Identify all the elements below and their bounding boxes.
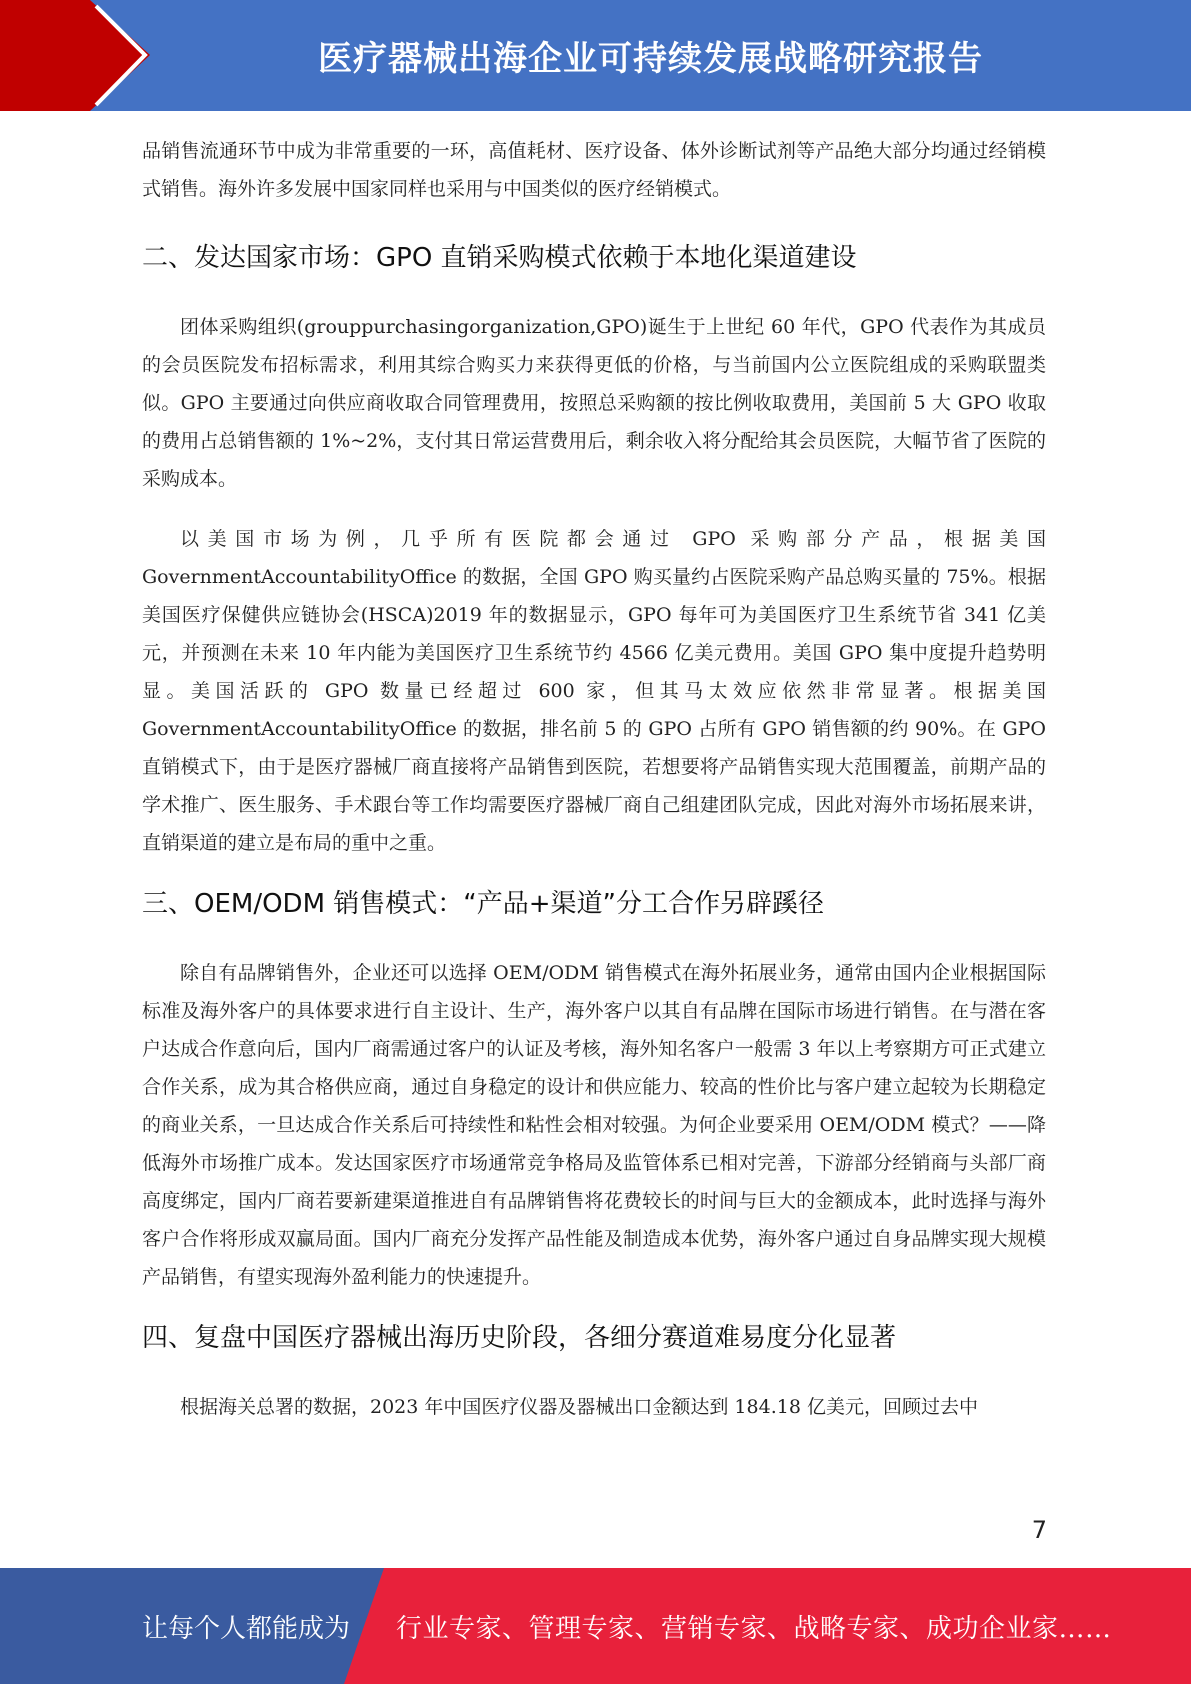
footer-band	[0, 1568, 1191, 1684]
paragraph-export-data: 根据海关总署的数据，2023 年中国医疗仪器及器械出口金额达到 184.18 亿美元，回顾过去中	[180, 1396, 978, 1418]
paragraph-gpo-intro: 团体采购组织(grouppurchasingorganization,GPO)诞生于上世纪 60 年代，GPO 代表作为其成员的会员医院发布招标需求，利用其综合购买力来获得更低的价格，与当前国内公立医院组成的采购联盟类似。GPO 主要通过向供应商收取合同管理费用，按照总采购额的按比例收取费用，美国前 5 大 GPO 收取的费用占总销售额的 1%~2%，支付其日常运营费用后，剩余收入将分配给其会员医院，大幅节省了医院的采购成本。	[142, 316, 1046, 490]
page-number: 7	[1031, 1516, 1047, 1544]
section-heading-4: 四、复盘中国医疗器械出海历史阶段，各细分赛道难易度分化显著	[142, 1323, 897, 1353]
section-heading-2: 二、发达国家市场：GPO 直销采购模式依赖于本地化渠道建设	[142, 243, 857, 273]
footer-slogan-left: 让每个人都能成为	[142, 1613, 351, 1644]
section-heading-3: 三、OEM/ODM 销售模式：“产品+渠道”分工合作另辟蹊径	[142, 889, 824, 919]
report-title: 医疗器械出海企业可持续发展战略研究报告	[318, 39, 983, 79]
paragraph-oem-odm: 除自有品牌销售外，企业还可以选择 OEM/ODM 销售模式在海外拓展业务，通常由国内企业根据国际标准及海外客户的具体要求进行自主设计、生产，海外客户以其自有品牌在国际市场进行销售。在与潜在客户达成合作意向后，国内厂商需通过客户的认证及考核，海外知名客户一般需 3 年以上考察期方可正式建立合作关系，成为其合格供应商，通过自身稳定的设计和供应能力、较高的性价比与客户建立起较为长期稳定的商业关系，一旦达成合作关系后可持续性和粘性会相对较强。为何企业要采用 OEM/ODM 模式？——降低海外市场推广成本。发达国家医疗市场通常竞争格局及监管体系已相对完善，下游部分经销商与头部厂商高度绑定，国内厂商若要新建渠道推进自有品牌销售将花费较长的时间与巨大的金额成本，此时选择与海外客户合作将形成双赢局面。国内厂商充分发挥产品性能及制造成本优势，海外客户通过自身品牌实现大规模产品销售，有望实现海外盈利能力的快速提升。	[142, 962, 1046, 1288]
footer-slogan-right: 行业专家、管理专家、营销专家、战略专家、成功企业家……	[396, 1613, 1112, 1644]
header-arrow-decoration	[0, 0, 150, 111]
paragraph-us-market: 以美国市场为例，几乎所有医院都会通过 GPO 采购部分产品，根据美国 GovernmentAccountabilityOffice 的数据，全国 GPO 购买量约占医院采购产品总购买量的 75%。根据美国医疗保健供应链协会(HSCA)2019 年的数据显示，GPO 每年可为美国医疗卫生系统节省 341 亿美元，并预测在未来 10 年内能为美国医疗卫生系统节约 4566 亿美元费用。美国 GPO 集中度提升趋势明显。美国活跃的 GPO 数量已经超过 600 家，但其马太效应依然非常显著。根据美国 GovernmentAccountabilityOffice 的数据，排名前 5 的 GPO 占所有 GPO 销售额的约 90%。在 GPO 直销模式下，由于是医疗器械厂商直接将产品销售到医院，若想要将产品销售实现大范围覆盖，前期产品的学术推广、医生服务、手术跟台等工作均需要医疗器械厂商自己组建团队完成，因此对海外市场拓展来讲，直销渠道的建立是布局的重中之重。	[142, 528, 1046, 854]
header-band	[0, 0, 1191, 111]
page-content	[142, 132, 1046, 1426]
paragraph-continued: 品销售流通环节中成为非常重要的一环，高值耗材、医疗设备、体外诊断试剂等产品绝大部分均通过经销模式销售。海外许多发展中国家同样也采用与中国类似的医疗经销模式。	[142, 140, 1046, 200]
